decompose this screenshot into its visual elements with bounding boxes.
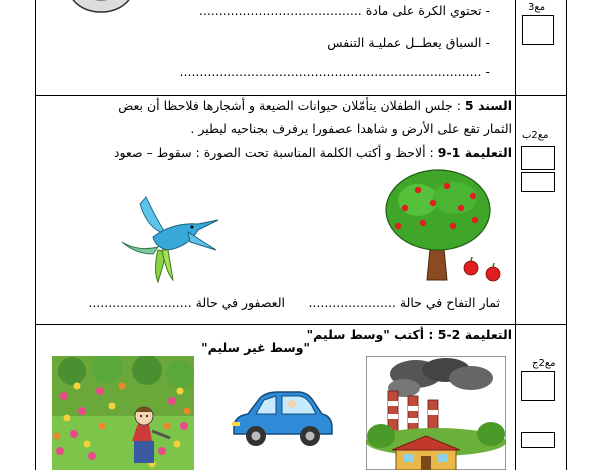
- ball-icon: [66, 0, 136, 20]
- section1-line2: - السباق يعطــل عمليـة التنفس: [327, 35, 490, 50]
- criterion-code-1: مع3: [528, 2, 546, 13]
- hummingbird-icon: [118, 192, 223, 291]
- instruction-1-9: [114, 145, 512, 160]
- section1-line1: - تحتوي الكرة على مادة .........................................: [198, 3, 490, 18]
- instruction-2-5-text: : أكتب "وسط سليم": [306, 327, 434, 342]
- instruction-2-5-option2: "وسط غير سليم": [201, 340, 310, 355]
- polluting-factory-icon: [366, 356, 506, 474]
- criterion-code-2: مع2ب: [522, 130, 549, 141]
- criterion-code-3: مع2ج: [532, 358, 556, 369]
- section1-line3: - ............................................................................: [179, 64, 490, 79]
- sanad-paragraph: [118, 98, 512, 113]
- right-border: [566, 0, 567, 470]
- score-box-2b[interactable]: [521, 172, 555, 192]
- apple-tree-icon: [383, 168, 508, 292]
- left-border: [35, 0, 36, 470]
- instruction-1-9-text: : ألاحظ و أكتب الكلمة المناسبة تحت الصورة : سقوط – صعود: [113, 145, 434, 160]
- garden-scene-icon: [52, 356, 194, 474]
- score-box-1[interactable]: [522, 15, 554, 45]
- instruction-1-9-label: التعليمة 1-9: [437, 145, 512, 160]
- caption-bird: العصفور في حالة ..........................: [88, 295, 285, 310]
- car-icon: [228, 388, 336, 454]
- sanad-label: السند 5: [464, 98, 512, 113]
- instruction-2-5-label: التعليمة 2-5: [437, 327, 512, 342]
- instruction-2-5: [307, 327, 512, 342]
- score-box-3b[interactable]: [521, 432, 555, 448]
- section-divider-2: [35, 324, 567, 325]
- sanad-text: : جلس الطفلان يتأمّلان حيوانات الضيعة و أشجارها فلاحظا أن بعض: [118, 98, 461, 113]
- caption-apples: ثمار التفاح في حالة ......................: [308, 295, 500, 310]
- section-divider-1: [35, 95, 567, 96]
- sanad-paragraph-line2: الثمار تقع على الأرض و شاهدا عصفورا يرفرف بجناحيه ليطير .: [190, 121, 512, 136]
- column-divider: [515, 0, 516, 470]
- score-box-2a[interactable]: [521, 146, 555, 170]
- score-box-3a[interactable]: [521, 371, 555, 401]
